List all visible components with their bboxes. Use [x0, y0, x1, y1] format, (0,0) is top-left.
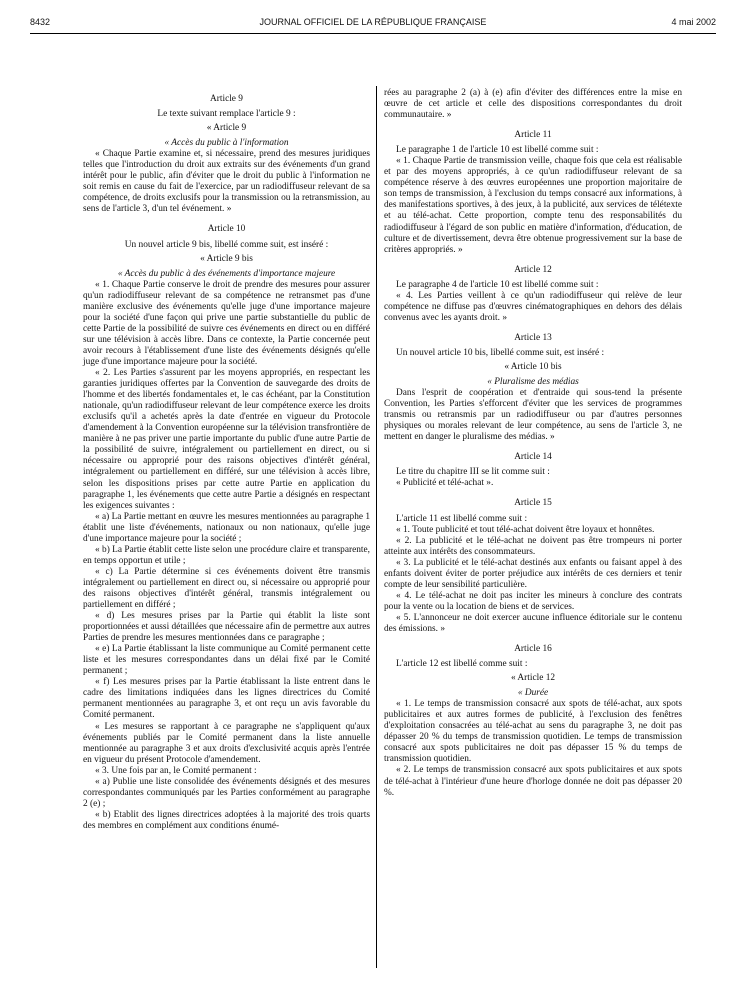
article-intro: Le paragraphe 4 de l'article 10 est libellé comme suit :: [396, 279, 599, 290]
publication-date: 4 mai 2002: [671, 17, 716, 27]
article-heading: Article 15: [514, 498, 552, 509]
article-quote-heading: « Article 9 bis: [200, 253, 253, 264]
article-heading: Article 16: [514, 644, 552, 655]
article-heading: Article 11: [514, 130, 552, 141]
paragraph: « Les mesures se rapportant à ce paragraphe ne s'appliquent qu'aux événements publiés par le Comité permanent dans la liste annuelle mentionnée au paragraphe 3 et aux droits d'exclusivité acquis après l'entrée en vigueur du présent Protocole d'amendement.: [83, 721, 370, 765]
article-quote-heading: « Article 10 bis: [504, 361, 562, 372]
paragraph: « 5. L'annonceur ne doit exercer aucune influence éditoriale sur le contenu des émissions. »: [384, 612, 682, 634]
paragraph: « 1. Le temps de transmission consacré aux spots de télé-achat, aux spots publicitaires et aux autres formes de publicité, à l'exclusion des fenêtres d'exploitation consacrées au télé-achat au sens du paragraphe 3, ne doit pas dépasser 20 % du temps de transmission quotidien. Le temps de transmission consacré aux spots publicitaires ne doit pas dépasser 15 % du temps de transmission quotidien.: [384, 699, 682, 765]
paragraph: « 4. Les Parties veillent à ce qu'un radiodiffuseur qui relève de leur compétence ne diffuse pas d'œuvres cinématographiques en dehors des délais convenus avec les ayants droit. »: [384, 290, 682, 323]
paragraph: « Publicité et télé-achat ».: [396, 478, 494, 489]
column-divider: [376, 86, 377, 968]
paragraph: « b) Etablit des lignes directrices adoptées à la majorité des trois quarts des membres en complément aux conditions énumé-: [83, 809, 370, 831]
article-intro: Le paragraphe 1 de l'article 10 est libellé comme suit :: [396, 145, 599, 156]
article-heading: Article 10: [207, 224, 246, 235]
paragraph: « e) La Partie établissant la liste communique au Comité permanent cette liste et les mesures correspondantes dans un délai fixé par le Comité permanent ;: [83, 644, 370, 677]
paragraph: « Chaque Partie examine et, si nécessaire, prend des mesures juridiques telles que l'introduction du droit aux extraits sur des événements d'un grand intérêt pour le public, afin d'éviter que le droit du public à l'information ne soit remis en cause du fait de l'exercice, par un radiodiffuseur relevant de sa compétence, de droits exclusifs pour la transmission ou la retransmission, au sens de l'article 3, d'un tel événement. »: [83, 149, 370, 215]
article-intro: Un nouvel article 10 bis, libellé comme suit, est inséré :: [396, 347, 605, 358]
paragraph: « 3. Une fois par an, le Comité permanent :: [95, 765, 257, 776]
article-intro: Un nouvel article 9 bis, libellé comme suit, est inséré :: [124, 239, 329, 250]
page-header: [30, 16, 716, 30]
paragraph: rées au paragraphe 2 (a) à (e) afin d'éviter des différences entre la mise en œuvre de cet article et celle des dispositions correspondantes du droit communautaire. »: [384, 88, 682, 121]
right-column: [384, 88, 682, 799]
article-quote-heading: « Article 12: [510, 673, 556, 684]
article-title: « Accès du public à l'information: [164, 138, 289, 149]
article-heading: Article 12: [514, 264, 552, 275]
article-quote-heading: « Article 9: [206, 123, 247, 134]
paragraph: « 1. Toute publicité et tout télé-achat doivent être loyaux et honnêtes.: [396, 524, 655, 535]
article-title: « Pluralisme des médias: [487, 377, 579, 388]
paragraph: « 2. Les Parties s'assurent par les moyens appropriés, en respectant les garanties juridiques offertes par la Convention de sauvegarde des droits de l'homme et des libertés fondamentales et, le cas échéant, par la Constitution nationale, qu'un radiodiffuseur relevant de leur compétence exerce les droits exclusifs qu'il a achetés après la date d'entrée en vigueur du Protocole d'amendement à la Convention européenne sur la télévision transfrontière de manière à ne pas priver une partie importante du public d'une autre Partie de la possibilité de suivre, intégralement ou partiellement en direct, ou si nécessaire ou approprié pour des raisons objectives d'intérêt général, intégralement ou partiellement en différé, sur une télévision à accès libre, selon les dispositions prises par cette autre Partie en application du paragraphe 1, les événements que cette autre Partie a désignés en respectant les exigences suivantes :: [83, 368, 370, 511]
header-rule: [30, 33, 716, 34]
left-column: [83, 91, 370, 832]
paragraph: « c) La Partie détermine si ces événements doivent être transmis intégralement ou partiellement en direct ou, si nécessaire ou approprié pour des raisons objectives d'intérêt général, transmis intégralement ou partiellement en différé ;: [83, 566, 370, 611]
page-number: 8432: [30, 17, 51, 27]
paragraph: « 3. La publicité et le télé-achat destinés aux enfants ou faisant appel à des enfants doivent éviter de porter préjudice aux intérêts de ces derniers et tenir compte de leur sensibilité particulière.: [384, 557, 682, 590]
article-heading: Article 9: [210, 94, 243, 104]
paragraph: « b) La Partie établit cette liste selon une procédure claire et transparente, en temps opportun et utile ;: [83, 544, 370, 566]
paragraph: « 4. Le télé-achat ne doit pas inciter les mineurs à conclure des contrats pour la vente ou la location de biens et de services.: [384, 590, 682, 612]
paragraph: « 1. Chaque Partie de transmission veille, chaque fois que cela est réalisable et par des moyens appropriés, à ce qu'un radiodiffuseur relevant de sa compétence réserve à des œuvres européennes une proportion majoritaire de son temps de transmission, à l'exclusion du temps consacré aux informations, à des manifestations sportives, à des jeux, à la publicité, aux services de télétexte et au télé-achat. Cette proportion, compte tenu des responsabilités du radiodiffuseur à l'égard de son public en matière d'information, d'éducation, de culture et de divertissement, devra être obtenue progressivement sur la base de critères appropriés. »: [384, 156, 682, 255]
article-intro: L'article 12 est libellé comme suit :: [396, 659, 528, 670]
article-title: « Durée: [517, 688, 549, 699]
journal-title: JOURNAL OFFICIEL DE LA RÉPUBLIQUE FRANÇAISE: [259, 17, 487, 27]
paragraph: « d) Les mesures prises par la Partie qui établit la liste sont proportionnées et aussi détaillées que nécessaire afin de permettre aux autres Parties de prendre les mesures mentionnées dans ce paragraphe ;: [83, 611, 370, 644]
paragraph: « 2. La publicité et le télé-achat ne doivent pas être trompeurs ni porter atteinte aux intérêts des consommateurs.: [384, 535, 682, 557]
article-heading: Article 14: [514, 452, 552, 463]
paragraph: Dans l'esprit de coopération et d'entraide qui sous-tend la présente Convention, les Parties s'efforcent d'éviter que les services de programmes transmis ou retransmis par un radiodiffuseur ou par d'autres personnes physiques ou morales relevant de leur compétence, au sens de l'article 3, ne mettent en danger le pluralisme des médias. »: [384, 388, 682, 443]
article-intro: Le titre du chapitre III se lit comme suit :: [396, 467, 550, 478]
paragraph: « a) Publie une liste consolidée des événements désignés et des mesures correspondantes communiqués par les Parties conformément au paragraphe 2 (e) ;: [83, 776, 370, 809]
article-intro: Le texte suivant remplace l'article 9 :: [157, 109, 296, 120]
paragraph: « a) La Partie mettant en œuvre les mesures mentionnées au paragraphe 1 établit une liste d'événements, nationaux ou non nationaux, qu'elle juge d'une importance majeure pour la société ;: [83, 511, 371, 544]
paragraph: « f) Les mesures prises par la Partie établissant la liste entrent dans le cadre des limitations indiquées dans les lignes directrices du Comité permanent mentionnées au paragraphe 3, et ont reçu un avis favorable du Comité permanent.: [83, 677, 370, 721]
paragraph: « 1. Chaque Partie conserve le droit de prendre des mesures pour assurer qu'un radiodiffuseur relevant de sa compétence ne retransmet pas d'une manière exclusive des événements qu'elle juge d'une importance majeure pour la société d'une façon qui prive une partie substantielle du public de cette Partie de la possibilité de suivre ces événements en direct ou en différé sur une télévision à accès libre. Dans ce contexte, la Partie concernée peut avoir recours à l'établissement d'une liste des événements désignés qu'elle juge d'une importance majeure pour la société.: [83, 279, 370, 367]
paragraph: « 2. Le temps de transmission consacré aux spots publicitaires et aux spots de télé-achat à l'intérieur d'une heure d'horloge donnée ne doit pas dépasser 20 %.: [384, 765, 682, 798]
article-title: « Accès du public à des événements d'importance majeure: [117, 268, 336, 279]
article-intro: L'article 11 est libellé comme suit :: [396, 513, 528, 524]
article-heading: Article 13: [514, 332, 552, 343]
